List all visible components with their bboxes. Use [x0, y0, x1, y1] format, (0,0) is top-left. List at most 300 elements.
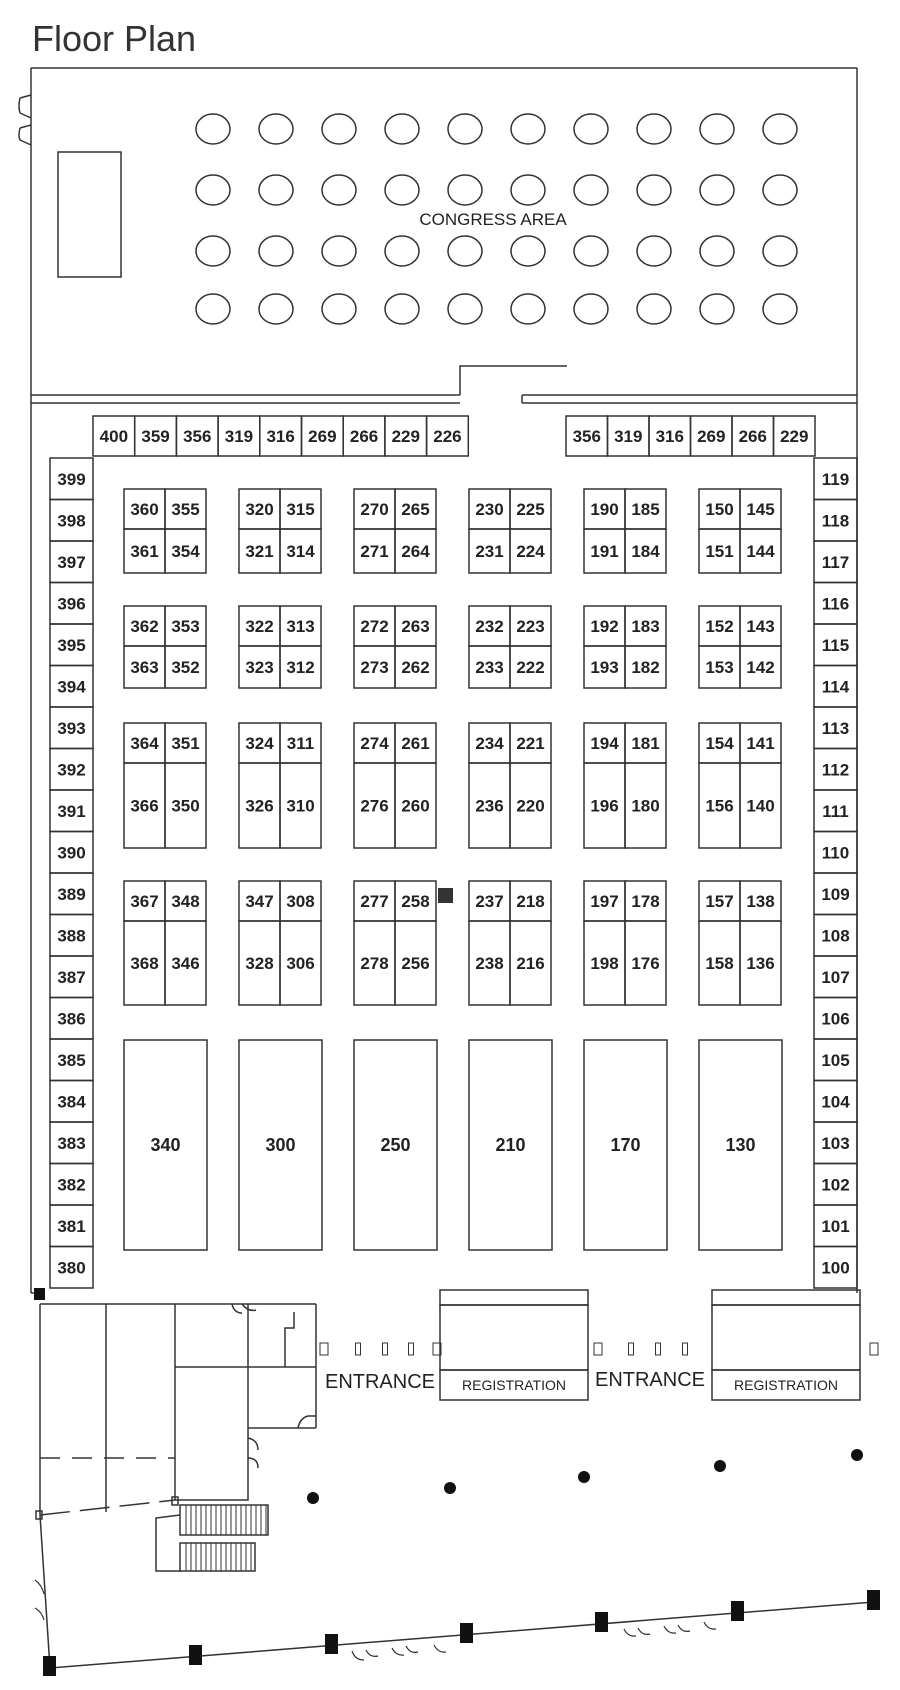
- booth-number: 393: [57, 718, 86, 738]
- booth-353[interactable]: [165, 606, 206, 646]
- booth-157[interactable]: [699, 881, 740, 921]
- booth-382[interactable]: [50, 1164, 93, 1206]
- booth-number: 197: [590, 892, 619, 911]
- booth-number: 181: [631, 734, 660, 753]
- booth-number: 300: [265, 1135, 296, 1155]
- booth-number: 387: [57, 967, 86, 987]
- booth-312[interactable]: [280, 646, 321, 688]
- round-table: [448, 114, 482, 144]
- booth-158[interactable]: [699, 921, 740, 1005]
- booth-119[interactable]: [814, 458, 857, 500]
- booth-151[interactable]: [699, 529, 740, 573]
- page-title: Floor Plan: [32, 18, 197, 59]
- booth-232[interactable]: [469, 606, 510, 646]
- booth-number: 130: [725, 1135, 756, 1155]
- booth-223[interactable]: [510, 606, 551, 646]
- booth-111[interactable]: [814, 790, 857, 832]
- booth-236[interactable]: [469, 763, 510, 848]
- booth-number: 115: [821, 635, 850, 655]
- booth-356[interactable]: [176, 416, 218, 456]
- booth-number: 178: [631, 892, 660, 911]
- booth-360[interactable]: [124, 489, 165, 529]
- bollard: [594, 1343, 602, 1355]
- booth-392[interactable]: [50, 749, 93, 791]
- booth-315[interactable]: [280, 489, 321, 529]
- booth-384[interactable]: [50, 1081, 93, 1123]
- booth-176[interactable]: [625, 921, 666, 1005]
- booth-359[interactable]: [135, 416, 177, 456]
- booth-400[interactable]: [93, 416, 135, 456]
- booth-number: 269: [697, 427, 726, 446]
- booth-398[interactable]: [50, 500, 93, 542]
- booth-number: 354: [171, 542, 200, 561]
- booth-112[interactable]: [814, 749, 857, 791]
- booth-106[interactable]: [814, 998, 857, 1040]
- booth-316[interactable]: [260, 416, 302, 456]
- booth-number: 306: [286, 954, 315, 973]
- booth-181[interactable]: [625, 723, 666, 763]
- round-table: [385, 294, 419, 324]
- booth-number: 266: [349, 427, 379, 446]
- booth-383[interactable]: [50, 1122, 93, 1164]
- booth-264[interactable]: [395, 529, 436, 573]
- booth-328[interactable]: [239, 921, 280, 1005]
- booth-185[interactable]: [625, 489, 666, 529]
- booth-394[interactable]: [50, 666, 93, 708]
- booth-366[interactable]: [124, 763, 165, 848]
- booth-311[interactable]: [280, 723, 321, 763]
- booth-number: 314: [286, 542, 315, 561]
- booth-number: 351: [171, 734, 200, 753]
- booth-108[interactable]: [814, 915, 857, 957]
- booth-number: 140: [746, 796, 775, 816]
- booth-number: 269: [308, 427, 337, 446]
- registration-desk-left: [440, 1290, 588, 1400]
- booth-103[interactable]: [814, 1122, 857, 1164]
- booth-319[interactable]: [608, 416, 650, 456]
- round-table: [448, 294, 482, 324]
- booth-number: 266: [738, 427, 767, 446]
- booth-117[interactable]: [814, 541, 857, 583]
- booth-101[interactable]: [814, 1205, 857, 1247]
- booth-109[interactable]: [814, 873, 857, 915]
- booth-340[interactable]: [124, 1040, 207, 1250]
- booth-326[interactable]: [239, 763, 280, 848]
- booth-346[interactable]: [165, 921, 206, 1005]
- booth-314[interactable]: [280, 529, 321, 573]
- booth-300[interactable]: [239, 1040, 322, 1250]
- booth-144[interactable]: [740, 529, 781, 573]
- booth-220[interactable]: [510, 763, 551, 848]
- booth-number: 220: [516, 796, 545, 816]
- booth-234[interactable]: [469, 723, 510, 763]
- hall-walls: [19, 68, 857, 1293]
- booth-170[interactable]: [584, 1040, 667, 1250]
- booth-322[interactable]: [239, 606, 280, 646]
- round-table: [574, 114, 608, 144]
- booth-231[interactable]: [469, 529, 510, 573]
- booth-221[interactable]: [510, 723, 551, 763]
- round-table: [259, 294, 293, 324]
- booth-194[interactable]: [584, 723, 625, 763]
- booth-324[interactable]: [239, 723, 280, 763]
- booth-number: 116: [821, 594, 850, 614]
- booth-number: 321: [245, 542, 274, 561]
- booth-number: 180: [631, 796, 660, 816]
- booth-362[interactable]: [124, 606, 165, 646]
- round-table: [700, 294, 734, 324]
- booth-block: [584, 606, 666, 688]
- booth-number: 250: [380, 1135, 411, 1155]
- booth-number: 222: [516, 658, 545, 677]
- booth-266[interactable]: [732, 416, 774, 456]
- booth-116[interactable]: [814, 583, 857, 625]
- booth-138[interactable]: [740, 881, 781, 921]
- booth-393[interactable]: [50, 707, 93, 749]
- booth-198[interactable]: [584, 921, 625, 1005]
- round-table: [259, 175, 293, 205]
- booth-387[interactable]: [50, 956, 93, 998]
- booth-block: [469, 723, 551, 848]
- booth-153[interactable]: [699, 646, 740, 688]
- booth-396[interactable]: [50, 583, 93, 625]
- booth-block: [699, 606, 781, 688]
- round-table: [511, 175, 545, 205]
- booth-number: 390: [57, 843, 86, 863]
- booth-number: 277: [360, 892, 389, 911]
- booth-number: 190: [590, 500, 619, 519]
- booth-block: [124, 606, 206, 688]
- top-row-right-booths: [566, 416, 815, 456]
- booth-348[interactable]: [165, 881, 206, 921]
- booth-390[interactable]: [50, 832, 93, 874]
- booth-number: 383: [57, 1133, 86, 1153]
- booth-number: 107: [821, 967, 850, 987]
- booth-number: 145: [746, 500, 775, 519]
- booth-130[interactable]: [699, 1040, 782, 1250]
- booth-block: [239, 606, 321, 688]
- booth-number: 109: [821, 884, 850, 904]
- booth-number: 347: [245, 892, 274, 911]
- round-table: [511, 236, 545, 266]
- booth-316[interactable]: [649, 416, 691, 456]
- booth-347[interactable]: [239, 881, 280, 921]
- booth-386[interactable]: [50, 998, 93, 1040]
- booth-104[interactable]: [814, 1081, 857, 1123]
- booth-number: 104: [821, 1092, 850, 1112]
- booth-276[interactable]: [354, 763, 395, 848]
- booth-number: 322: [245, 617, 274, 636]
- booth-number: 310: [286, 796, 315, 816]
- booth-237[interactable]: [469, 881, 510, 921]
- booth-143[interactable]: [740, 606, 781, 646]
- booth-356[interactable]: [566, 416, 608, 456]
- booth-351[interactable]: [165, 723, 206, 763]
- booth-number: 153: [705, 658, 734, 677]
- booth-399[interactable]: [50, 458, 93, 500]
- booth-274[interactable]: [354, 723, 395, 763]
- booth-number: 108: [821, 926, 850, 946]
- booth-190[interactable]: [584, 489, 625, 529]
- booth-number: 274: [360, 734, 389, 753]
- facade-pillars: [43, 1590, 880, 1676]
- booth-250[interactable]: [354, 1040, 437, 1250]
- booth-number: 117: [821, 552, 850, 572]
- booth-number: 156: [705, 796, 734, 816]
- booth-number: 278: [360, 954, 389, 973]
- booth-number: 170: [610, 1135, 641, 1155]
- booth-number: 316: [655, 427, 684, 446]
- booth-193[interactable]: [584, 646, 625, 688]
- booth-number: 184: [631, 542, 660, 561]
- booth-271[interactable]: [354, 529, 395, 573]
- booth-number: 192: [590, 617, 619, 636]
- booth-196[interactable]: [584, 763, 625, 848]
- booth-number: 311: [286, 734, 315, 753]
- booth-277[interactable]: [354, 881, 395, 921]
- booth-number: 326: [245, 796, 274, 816]
- booth-273[interactable]: [354, 646, 395, 688]
- booth-226[interactable]: [427, 416, 469, 456]
- booth-145[interactable]: [740, 489, 781, 529]
- booth-number: 112: [821, 760, 850, 780]
- round-table: [259, 114, 293, 144]
- booth-block: [469, 881, 551, 1005]
- booth-352[interactable]: [165, 646, 206, 688]
- booth-number: 363: [130, 658, 159, 677]
- booth-number: 381: [57, 1216, 86, 1236]
- booth-number: 102: [821, 1175, 850, 1195]
- bollard: [356, 1343, 361, 1355]
- booth-number: 258: [401, 892, 430, 911]
- booth-272[interactable]: [354, 606, 395, 646]
- booth-number: 194: [590, 734, 619, 753]
- booth-216[interactable]: [510, 921, 551, 1005]
- booth-152[interactable]: [699, 606, 740, 646]
- booth-355[interactable]: [165, 489, 206, 529]
- booth-261[interactable]: [395, 723, 436, 763]
- booth-180[interactable]: [625, 763, 666, 848]
- booth-115[interactable]: [814, 624, 857, 666]
- booth-number: 118: [821, 511, 850, 531]
- booth-260[interactable]: [395, 763, 436, 848]
- booth-number: 362: [130, 617, 159, 636]
- booth-395[interactable]: [50, 624, 93, 666]
- bollard: [629, 1343, 634, 1355]
- booth-368[interactable]: [124, 921, 165, 1005]
- booth-222[interactable]: [510, 646, 551, 688]
- booth-183[interactable]: [625, 606, 666, 646]
- island-booth-blocks: [124, 489, 781, 1005]
- booth-397[interactable]: [50, 541, 93, 583]
- booth-381[interactable]: [50, 1205, 93, 1247]
- booth-320[interactable]: [239, 489, 280, 529]
- booth-number: 119: [821, 469, 850, 489]
- booth-323[interactable]: [239, 646, 280, 688]
- booth-385[interactable]: [50, 1039, 93, 1081]
- booth-block: [699, 489, 781, 573]
- booth-number: 237: [475, 892, 504, 911]
- booth-100[interactable]: [814, 1247, 857, 1289]
- booth-361[interactable]: [124, 529, 165, 573]
- round-table: [763, 236, 797, 266]
- booth-number: 226: [433, 427, 462, 446]
- booth-233[interactable]: [469, 646, 510, 688]
- booth-107[interactable]: [814, 956, 857, 998]
- booth-number: 348: [171, 892, 200, 911]
- booth-number: 356: [572, 427, 601, 446]
- booth-number: 356: [183, 427, 212, 446]
- congress-area-label: CONGRESS AREA: [419, 210, 567, 229]
- booth-number: 382: [57, 1175, 86, 1195]
- booth-number: 389: [57, 884, 86, 904]
- booth-354[interactable]: [165, 529, 206, 573]
- booth-110[interactable]: [814, 832, 857, 874]
- booth-block: [239, 723, 321, 848]
- booth-263[interactable]: [395, 606, 436, 646]
- booth-184[interactable]: [625, 529, 666, 573]
- booth-number: 234: [475, 734, 504, 753]
- booth-number: 233: [475, 658, 504, 677]
- round-table: [700, 175, 734, 205]
- booth-number: 230: [475, 500, 504, 519]
- booth-197[interactable]: [584, 881, 625, 921]
- booth-230[interactable]: [469, 489, 510, 529]
- booth-105[interactable]: [814, 1039, 857, 1081]
- large-booths: [124, 1040, 782, 1250]
- booth-number: 355: [171, 500, 200, 519]
- booth-block: [354, 606, 436, 688]
- booth-313[interactable]: [280, 606, 321, 646]
- booth-number: 261: [401, 734, 430, 753]
- booth-321[interactable]: [239, 529, 280, 573]
- booth-number: 114: [821, 677, 850, 697]
- round-table: [322, 175, 356, 205]
- booth-156[interactable]: [699, 763, 740, 848]
- booth-number: 158: [705, 954, 734, 973]
- entrance-bollards: [320, 1343, 878, 1355]
- booth-229[interactable]: [385, 416, 427, 456]
- booth-block: [699, 723, 781, 848]
- booth-266[interactable]: [343, 416, 385, 456]
- left-column-booths: [50, 458, 93, 1288]
- booth-192[interactable]: [584, 606, 625, 646]
- booth-number: 110: [821, 843, 850, 863]
- booth-182[interactable]: [625, 646, 666, 688]
- booth-number: 150: [705, 500, 734, 519]
- booth-364[interactable]: [124, 723, 165, 763]
- booth-142[interactable]: [740, 646, 781, 688]
- booth-number: 308: [286, 892, 315, 911]
- booth-154[interactable]: [699, 723, 740, 763]
- booth-380[interactable]: [50, 1247, 93, 1289]
- bollard: [320, 1343, 328, 1355]
- stage: [58, 152, 121, 277]
- round-table: [700, 114, 734, 144]
- booth-391[interactable]: [50, 790, 93, 832]
- booth-269[interactable]: [691, 416, 733, 456]
- booth-350[interactable]: [165, 763, 206, 848]
- booth-number: 154: [705, 734, 734, 753]
- booth-306[interactable]: [280, 921, 321, 1005]
- booth-118[interactable]: [814, 500, 857, 542]
- booth-308[interactable]: [280, 881, 321, 921]
- booth-number: 366: [130, 796, 159, 816]
- booth-178[interactable]: [625, 881, 666, 921]
- booth-388[interactable]: [50, 915, 93, 957]
- booth-210[interactable]: [469, 1040, 552, 1250]
- booth-number: 313: [286, 617, 315, 636]
- booth-number: 324: [245, 734, 274, 753]
- booth-140[interactable]: [740, 763, 781, 848]
- round-table: [385, 114, 419, 144]
- booth-number: 368: [130, 954, 159, 973]
- booth-229[interactable]: [774, 416, 816, 456]
- booth-367[interactable]: [124, 881, 165, 921]
- booth-238[interactable]: [469, 921, 510, 1005]
- booth-block: [124, 489, 206, 573]
- booth-number: 196: [590, 796, 619, 816]
- booth-191[interactable]: [584, 529, 625, 573]
- booth-363[interactable]: [124, 646, 165, 688]
- round-table: [322, 114, 356, 144]
- booth-number: 400: [99, 427, 129, 446]
- booth-150[interactable]: [699, 489, 740, 529]
- booth-113[interactable]: [814, 707, 857, 749]
- round-table: [196, 236, 230, 266]
- booth-number: 138: [746, 892, 775, 911]
- booth-258[interactable]: [395, 881, 436, 921]
- registration-label-left: REGISTRATION: [462, 1377, 566, 1393]
- booth-270[interactable]: [354, 489, 395, 529]
- booth-number: 256: [401, 954, 430, 973]
- booth-256[interactable]: [395, 921, 436, 1005]
- booth-278[interactable]: [354, 921, 395, 1005]
- lobby-columns: [307, 1449, 863, 1504]
- booth-number: 319: [224, 427, 254, 446]
- booth-141[interactable]: [740, 723, 781, 763]
- booth-block: [584, 723, 666, 848]
- booth-number: 221: [516, 734, 545, 753]
- booth-number: 210: [495, 1135, 526, 1155]
- booth-number: 113: [821, 718, 850, 738]
- booth-310[interactable]: [280, 763, 321, 848]
- booth-269[interactable]: [302, 416, 344, 456]
- booth-114[interactable]: [814, 666, 857, 708]
- round-table: [322, 236, 356, 266]
- booth-number: 231: [475, 542, 504, 561]
- booth-225[interactable]: [510, 489, 551, 529]
- booth-389[interactable]: [50, 873, 93, 915]
- booth-number: 386: [57, 1009, 86, 1029]
- booth-136[interactable]: [740, 921, 781, 1005]
- booth-265[interactable]: [395, 489, 436, 529]
- round-table: [574, 294, 608, 324]
- booth-224[interactable]: [510, 529, 551, 573]
- booth-block: [584, 489, 666, 573]
- staircase: [156, 1505, 268, 1571]
- booth-number: 315: [286, 500, 315, 519]
- booth-262[interactable]: [395, 646, 436, 688]
- round-table: [763, 175, 797, 205]
- round-table: [574, 175, 608, 205]
- booth-218[interactable]: [510, 881, 551, 921]
- booth-block: [354, 881, 436, 1005]
- booth-102[interactable]: [814, 1164, 857, 1206]
- booth-number: 101: [821, 1216, 850, 1236]
- booth-319[interactable]: [218, 416, 260, 456]
- booth-block: [354, 489, 436, 573]
